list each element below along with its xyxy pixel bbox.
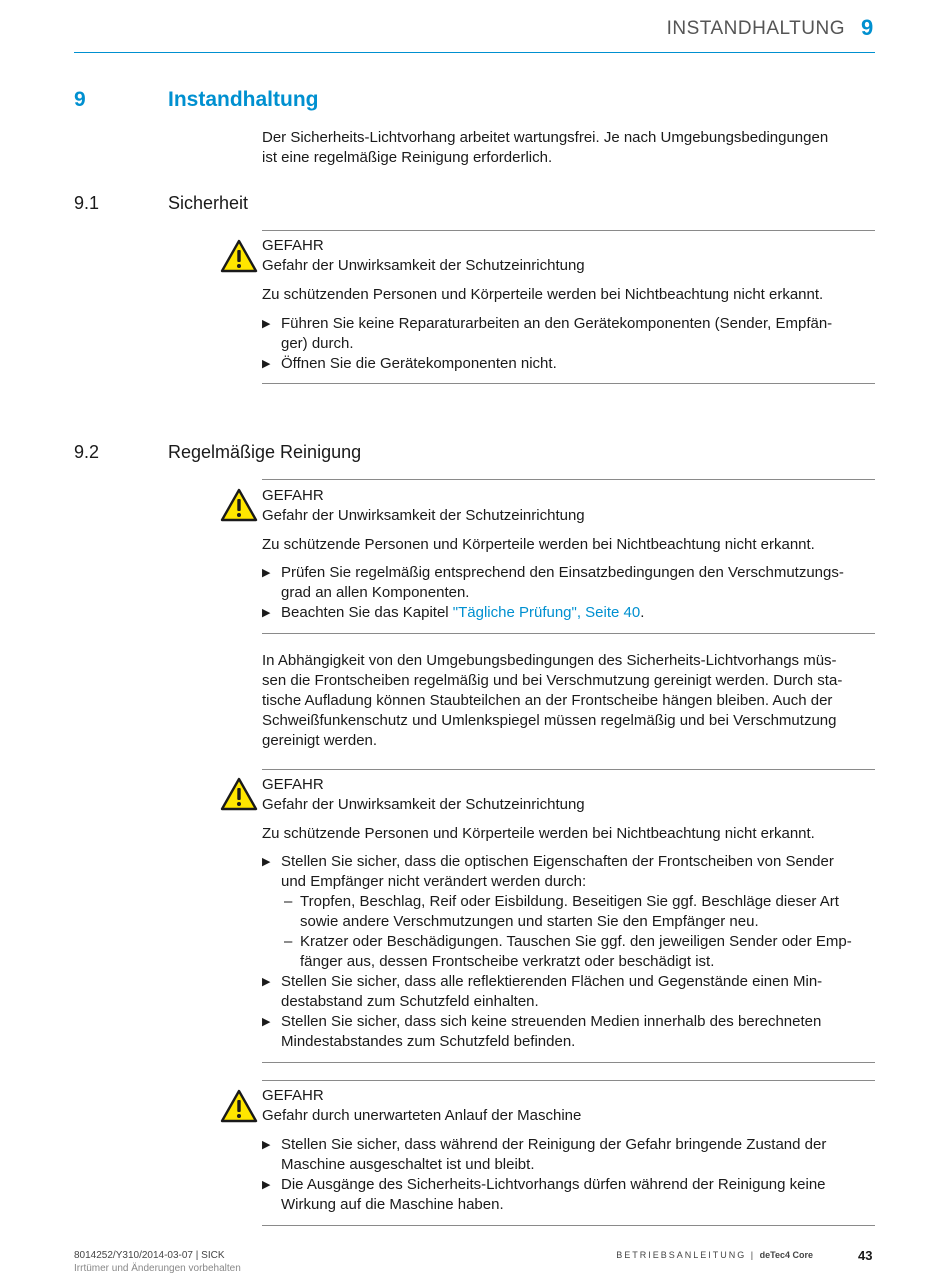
warning-subtitle: Gefahr der Unwirksamkeit der Schutzeinrichtung <box>262 257 585 274</box>
warning-top-rule <box>262 230 875 231</box>
chapter-intro <box>262 128 828 168</box>
cleaning-paragraph <box>262 651 875 751</box>
list-item-line: Prüfen Sie regelmäßig entsprechend den Einsatzbedingungen den Verschmutzungs- <box>281 564 844 581</box>
bullet-triangle-icon: ▶ <box>262 358 271 370</box>
paragraph-line: In Abhängigkeit von den Umgebungsbedingungen des Sicherheits-Lichtvorhangs müs- <box>262 652 837 669</box>
footer-disclaimer: Irrtümer und Änderungen vorbehalten <box>74 1263 241 1274</box>
list-item-line: destabstand zum Schutzfeld einhalten. <box>281 993 539 1010</box>
warning-subtitle: Gefahr durch unerwarteten Anlauf der Maschine <box>262 1107 582 1124</box>
bullet-triangle-icon: ▶ <box>262 976 271 988</box>
list-item <box>281 972 876 1012</box>
cross-reference-link[interactable]: "Tägliche Prüfung", Seite 40 <box>452 604 641 621</box>
chapter-number: 9 <box>74 88 86 111</box>
list-item-line: Wirkung auf die Maschine haben. <box>281 1196 504 1213</box>
page-number: 43 <box>858 1248 873 1263</box>
list-item <box>281 314 876 354</box>
sub-list-item <box>300 932 876 972</box>
warning-bottom-rule <box>262 383 875 384</box>
warning-triangle-icon <box>220 239 258 273</box>
header-divider <box>74 52 875 53</box>
paragraph-line: Schweißfunkenschutz und Umlenkspiegel müssen regelmäßig und bei Verschmutzung <box>262 712 837 729</box>
warning-triangle-icon <box>220 777 258 811</box>
intro-line: Der Sicherheits-Lichtvorhang arbeitet wartungsfrei. Je nach Umgebungsbedingungen <box>262 129 829 146</box>
warning-top-rule <box>262 479 875 480</box>
bullet-triangle-icon: ▶ <box>262 567 271 579</box>
warning-label: GEFAHR <box>262 1087 324 1104</box>
list-item <box>281 852 876 892</box>
footer-doc-type-label: BETRIEBSANLEITUNG | <box>616 1250 760 1260</box>
section-title: Sicherheit <box>168 193 249 213</box>
warning-consequence: Zu schützende Personen und Körperteile werden bei Nichtbeachtung nicht erkannt. <box>262 825 815 842</box>
warning-top-rule <box>262 1080 875 1081</box>
warning-consequence: Zu schützende Personen und Körperteile werden bei Nichtbeachtung nicht erkannt. <box>262 536 815 553</box>
warning-bullet-list <box>0 1135 950 1215</box>
dash-marker: – <box>284 893 293 910</box>
list-item <box>281 603 876 623</box>
warning-label: GEFAHR <box>262 237 324 254</box>
warning-bullet-list <box>0 563 950 625</box>
section-title: Regelmäßige Reinigung <box>168 442 362 462</box>
bullet-triangle-icon: ▶ <box>262 1016 271 1028</box>
footer-product-name: deTec4 Core <box>759 1250 813 1260</box>
sub-list-item <box>300 892 876 932</box>
warning-triangle-icon <box>220 488 258 522</box>
list-item-line: Führen Sie keine Reparaturarbeiten an den Gerätekomponenten (Sender, Empfän- <box>281 315 833 332</box>
list-item-line: grad an allen Komponenten. <box>281 584 470 601</box>
list-item-line: Tropfen, Beschlag, Reif oder Eisbildung. Beseitigen Sie ggf. Beschläge dieser Art <box>300 893 839 910</box>
list-item-text: . <box>640 604 645 621</box>
section-number: 9.1 <box>74 193 100 213</box>
list-item <box>281 563 876 603</box>
paragraph-line: gereinigt werden. <box>262 732 378 749</box>
running-header-title: INSTANDHALTUNG <box>666 18 845 39</box>
list-item <box>281 354 876 374</box>
list-item-line: Mindestabstandes zum Schutzfeld befinden. <box>281 1033 576 1050</box>
list-item-line: Kratzer oder Beschädigungen. Tauschen Sie ggf. den jeweiligen Sender oder Emp- <box>300 933 852 950</box>
list-item-text: Beachten Sie das Kapitel <box>281 604 453 621</box>
list-item-line: Stellen Sie sicher, dass sich keine streuenden Medien innerhalb des berechneten <box>281 1013 822 1030</box>
list-item-line: ger) durch. <box>281 335 354 352</box>
list-item <box>281 1175 876 1215</box>
running-header-chapter-number: 9 <box>861 15 874 40</box>
bullet-triangle-icon: ▶ <box>262 1179 271 1191</box>
bullet-triangle-icon: ▶ <box>262 318 271 330</box>
warning-consequence: Zu schützenden Personen und Körperteile werden bei Nichtbeachtung nicht erkannt. <box>262 286 824 303</box>
warning-bottom-rule <box>262 633 875 634</box>
list-item <box>281 1135 876 1175</box>
list-item-line: Stellen Sie sicher, dass während der Reinigung der Gefahr bringende Zustand der <box>281 1136 827 1153</box>
warning-top-rule <box>262 769 875 770</box>
footer-doc-id: 8014252/Y310/2014-03-07 | SICK <box>74 1250 225 1261</box>
bullet-triangle-icon: ▶ <box>262 1139 271 1151</box>
footer-document-info <box>74 1249 241 1275</box>
warning-label: GEFAHR <box>262 487 324 504</box>
list-item-line: Stellen Sie sicher, dass die optischen Eigenschaften der Frontscheiben von Sender <box>281 853 834 870</box>
paragraph-line: tische Aufladung können Staubteilchen an der Frontscheibe hängen bleiben. Auch der <box>262 692 833 709</box>
list-item-line: fänger aus, dessen Frontscheibe verkratzt oder beschädigt ist. <box>300 953 715 970</box>
warning-subtitle: Gefahr der Unwirksamkeit der Schutzeinrichtung <box>262 796 585 813</box>
list-item-line: Maschine ausgeschaltet ist und bleibt. <box>281 1156 535 1173</box>
warning-subtitle: Gefahr der Unwirksamkeit der Schutzeinrichtung <box>262 507 585 524</box>
warning-bottom-rule <box>262 1062 875 1063</box>
warning-label: GEFAHR <box>262 776 324 793</box>
warning-bullet-list <box>0 852 950 1052</box>
warning-triangle-icon <box>220 1089 258 1123</box>
warning-bottom-rule <box>262 1225 875 1226</box>
list-item-line: sowie andere Verschmutzungen und starten Sie den Empfänger neu. <box>300 913 759 930</box>
list-item-line: Stellen Sie sicher, dass alle reflektierenden Flächen und Gegenstände einen Min- <box>281 973 823 990</box>
intro-line: ist eine regelmäßige Reinigung erforderlich. <box>262 149 553 166</box>
list-item-line: und Empfänger nicht verändert werden durch: <box>281 873 587 890</box>
dash-marker: – <box>284 933 293 950</box>
warning-bullet-list <box>0 314 950 374</box>
section-number: 9.2 <box>74 442 100 462</box>
list-item-line: Öffnen Sie die Gerätekomponenten nicht. <box>281 355 557 372</box>
list-item-line: Die Ausgänge des Sicherheits-Lichtvorhangs dürfen während der Reinigung keine <box>281 1176 826 1193</box>
chapter-title: Instandhaltung <box>168 88 319 111</box>
list-item <box>281 1012 876 1052</box>
bullet-triangle-icon: ▶ <box>262 856 271 868</box>
paragraph-line: sen die Frontscheiben regelmäßig und bei Verschmutzung gereinigt werden. Durch sta- <box>262 672 843 689</box>
footer-doc-type <box>616 1250 813 1260</box>
bullet-triangle-icon: ▶ <box>262 607 271 619</box>
